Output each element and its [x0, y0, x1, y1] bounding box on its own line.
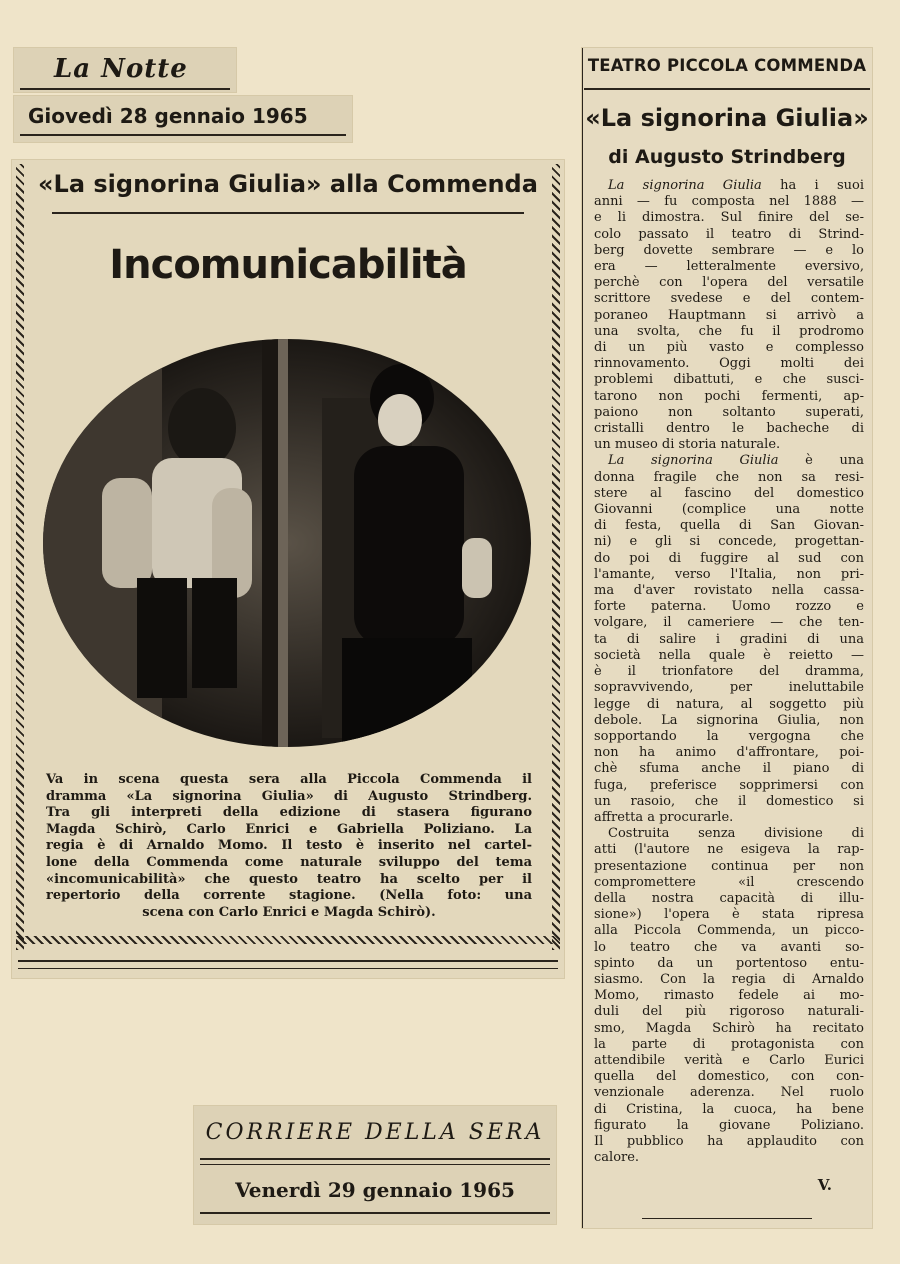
review-line: presentazione continua per non [594, 858, 864, 874]
review-line: era — letteralmente eversivo, [594, 259, 864, 275]
review-line: figurato la giovane Poliziano. [594, 1117, 864, 1133]
review-line: anni — fu composta nel 1888 — [594, 194, 864, 210]
caption-line: regia è di Arnaldo Momo. Il testo è inserito nel cartel- [46, 838, 532, 854]
caption-line: repertorio della corrente stagione. (Nella foto: una [46, 888, 532, 904]
caption-line: Tra gli interpreti della edizione di stasera figurano [46, 805, 532, 821]
corriere-date-rule [200, 1212, 550, 1214]
review-line: fuga, preferisce sopprimersi con [594, 777, 864, 793]
review-line: tarono non pochi fermenti, ap- [594, 388, 864, 404]
review-line: un rasoio, che il domestico si [594, 793, 864, 809]
stage-photo [42, 338, 532, 748]
kicker-rule [52, 212, 524, 214]
review-line: do poi di fuggire al sud con [594, 550, 864, 566]
review-line: rinnovamento. Oggi molti dei [594, 356, 864, 372]
review-line: calore. [594, 1150, 640, 1166]
caption-line: «incomunicabilità» che questo teatro ha scelto per il [46, 871, 532, 887]
review-signature: V. [817, 1176, 832, 1194]
review-line: forte paterna. Uomo rozzo e [594, 599, 864, 615]
review-line: berg dovette sembrare — e lo [594, 242, 864, 258]
review-line: donna fragile che non sa resi- [594, 469, 864, 485]
caption-line: dramma «La signorina Giulia» di Augusto Strindberg. [46, 788, 532, 804]
review-line: stere al fascino del domestico [594, 485, 864, 501]
review-line: l'amante, verso l'Italia, non pri- [594, 566, 864, 582]
article-bottom-rule [18, 960, 558, 962]
review-line: smo, Magda Schirò ha recitato [594, 1020, 864, 1036]
zigzag-border-bottom [16, 936, 560, 944]
masthead-rule [20, 88, 230, 90]
la-notte-date-clipping [14, 96, 352, 142]
review-line: perchè con l'opera del versatile [594, 275, 864, 291]
la-notte-masthead-clipping [14, 48, 236, 92]
review-line: società nella quale è reietto — [594, 647, 864, 663]
corriere-rule [200, 1158, 550, 1160]
review-line: lo teatro che va avanti so- [594, 939, 864, 955]
review-line: della nostra capacità di illu- [594, 890, 864, 906]
la-notte-article-clipping [12, 160, 564, 978]
review-line: atti (l'autore ne esigeva la rap- [594, 842, 864, 858]
la-notte-date: Giovedì 28 gennaio 1965 [28, 104, 308, 128]
review-byline: di Augusto Strindberg [608, 146, 846, 168]
corriere-rule-thin [200, 1164, 550, 1165]
review-line: la parte di protagonista con [594, 1036, 864, 1052]
review-line: Giovanni (complice una notte [594, 502, 864, 518]
review-line: non ha animo d'affrontare, poi- [594, 745, 864, 761]
review-heading-rule [584, 88, 870, 90]
review-line: La signorina Giulia ha i suoi [608, 178, 864, 193]
review-line: affretta a procurarle. [594, 809, 734, 825]
review-line: sione») l'opera è stata ripresa [594, 907, 864, 923]
review-line: sopravvivendo, per ineluttabile [594, 680, 864, 696]
review-line: compromettere «il crescendo [594, 874, 864, 890]
review-line: siasmo. Con la regia di Arnaldo [594, 971, 864, 987]
review-line: e li dimostra. Sul finire del se- [594, 210, 864, 226]
review-line: di Cristina, la cuoca, ha bene [594, 1101, 864, 1117]
review-line: ta di salire i gradini di una [594, 631, 864, 647]
article-headline: Incomunicabilità [109, 242, 467, 288]
article-kicker: «La signorina Giulia» alla Commenda [38, 170, 538, 198]
review-line: legge di natura, al soggetto più [594, 696, 864, 712]
review-line: paiono non soltanto superati, [594, 404, 864, 420]
review-line: chè sfuma anche il piano di [594, 761, 864, 777]
review-line: quella del domestico, con con- [594, 1069, 864, 1085]
review-line: Costruita senza divisione di [608, 826, 864, 842]
review-line: di un più vasto e complesso [594, 340, 864, 356]
review-clipping [582, 48, 872, 1228]
article-caption [46, 772, 532, 921]
la-notte-masthead: La Notte [54, 54, 188, 84]
caption-line: Magda Schirò, Carlo Enrici e Gabriella Poliziano. La [46, 821, 532, 837]
review-line: problemi dibattuti, e che susci- [594, 372, 864, 388]
review-line: Il pubblico ha applaudito con [594, 1133, 864, 1149]
review-line: ni) e gli si concede, progettan- [594, 534, 864, 550]
review-line: ma d'aver rovistato nella cassa- [594, 583, 864, 599]
review-line: venzionale aderenza. Nel ruolo [594, 1085, 864, 1101]
review-line: volgare, il cameriere — che ten- [594, 615, 864, 631]
review-line: un museo di storia naturale. [594, 437, 781, 453]
review-line: poraneo Hauptmann si arrivò a [594, 307, 864, 323]
review-line: debole. La signorina Giulia, non [594, 712, 864, 728]
caption-line: lone della Commenda come naturale sviluppo del tema [46, 854, 532, 870]
review-theater-heading: TEATRO PICCOLA COMMENDA [587, 56, 867, 75]
review-line: di festa, quella di San Giovan- [594, 518, 864, 534]
review-title-italic: La signorina Giulia [608, 178, 762, 193]
review-line: cristalli dentro le bacheche di [594, 421, 864, 437]
review-title: «La signorina Giulia» [585, 104, 869, 132]
review-line: colo passato il teatro di Strind- [594, 226, 864, 242]
review-body [594, 178, 864, 1166]
caption-line: Va in scena questa sera alla Piccola Commenda il [46, 772, 532, 787]
review-line: La signorina Giulia è una [608, 453, 864, 469]
corriere-masthead-clipping [194, 1106, 556, 1224]
article-bottom-rule-thin [18, 968, 558, 969]
review-end-rule [642, 1218, 812, 1219]
review-title-italic: La signorina Giulia [608, 453, 779, 469]
review-line: spinto da un portentoso entu- [594, 955, 864, 971]
review-line: attendibile verità e Carlo Eurici [594, 1052, 864, 1068]
review-line: una svolta, che fu il prodromo [594, 323, 864, 339]
corriere-masthead: CORRIERE DELLA SERA [205, 1120, 545, 1145]
date-rule [20, 134, 346, 136]
review-line: sopportando la vergogna che [594, 728, 864, 744]
review-line: duli del più rigoroso naturali- [594, 1004, 864, 1020]
review-line: Momo, rimasto fedele ai mo- [594, 988, 864, 1004]
review-line: è il trionfatore del dramma, [594, 664, 864, 680]
review-line: scrittore svedese e del contem- [594, 291, 864, 307]
review-line: alla Piccola Commenda, un picco- [594, 923, 864, 939]
review-left-border [582, 48, 583, 1228]
corriere-date: Venerdì 29 gennaio 1965 [235, 1178, 515, 1202]
caption-line: scena con Carlo Enrici e Magda Schirò). [142, 904, 436, 920]
